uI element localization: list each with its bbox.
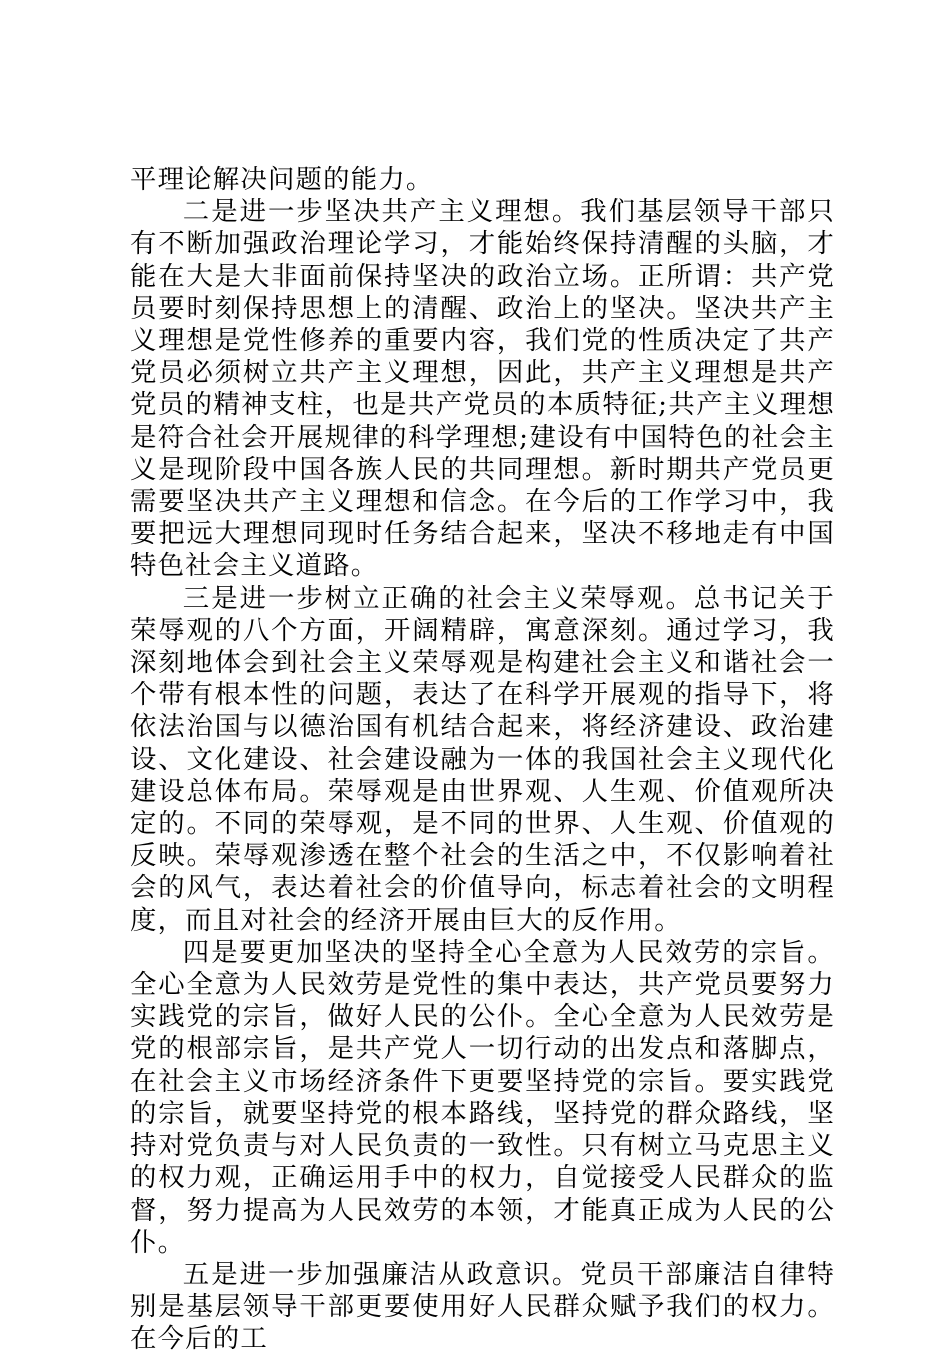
paragraph-continuation: 平理论解决问题的能力。 bbox=[130, 164, 434, 195]
paragraph-communist-ideal: 二是进一步坚决共产主义理想。我们基层领导干部只有不断加强政治理论学习，才能始终保持清醒的头脑，才能在大是大非面前保持坚决的政治立场。正所谓：共产党员要时刻保持思想上的清醒、政治上的坚决。坚决共产主义理想是党性修养的重要内容，我们党的性质决定了共产党员必须树立共产主义理想，因此，共产主义理想是共产党员的精神支柱，也是共产党员的本质特征;共产主义理想是符合社会开展规律的科学理想;建设有中国特色的社会主义是现阶段中国各族人民的共同理想。新时期共产党员更需要坚决共产主义理想和信念。在今后的工作学习中，我要把远大理想同现时任务结合起来，坚决不移地走有中国特色社会主义道路。 bbox=[130, 196, 835, 582]
document-body bbox=[130, 164, 835, 1356]
paragraph-integrity: 五是进一步加强廉洁从政意识。党员干部廉洁自律特别是基层领导干部更要使用好人民群众赋予我们的权力。在今后的工 bbox=[130, 1258, 835, 1355]
paragraph-serve-people: 四是要更加坚决的坚持全心全意为人民效劳的宗旨。全心全意为人民效劳是党性的集中表达，共产党员要努力实践党的宗旨，做好人民的公仆。全心全意为人民效劳是党的根部宗旨，是共产党人一切行动的出发点和落脚点，在社会主义市场经济条件下更要坚持党的宗旨。要实践党的宗旨，就要坚持党的根本路线，坚持党的群众路线，坚持对党负责与对人民负责的一致性。只有树立马克思主义的权力观，正确运用手中的权力，自觉接受人民群众的监督，努力提高为人民效劳的本领，才能真正成为人民的公仆。 bbox=[130, 936, 835, 1258]
paragraph-honor-disgrace: 三是进一步树立正确的社会主义荣辱观。总书记关于荣辱观的八个方面，开阔精辟，寓意深刻。通过学习，我深刻地体会到社会主义荣辱观是构建社会主义和谐社会一个带有根本性的问题，表达了在科学开展观的指导下，将依法治国与以德治国有机结合起来，将经济建设、政治建设、文化建设、社会建设融为一体的我国社会主义现代化建设总体布局。荣辱观是由世界观、人生观、价值观所决定的。不同的荣辱观，是不同的世界、人生观、价值观的反映。荣辱观渗透在整个社会的生活之中，不仅影响着社会的风气，表达着社会的价值导向，标志着社会的文明程度，而且对社会的经济开展由巨大的反作用。 bbox=[130, 582, 835, 936]
